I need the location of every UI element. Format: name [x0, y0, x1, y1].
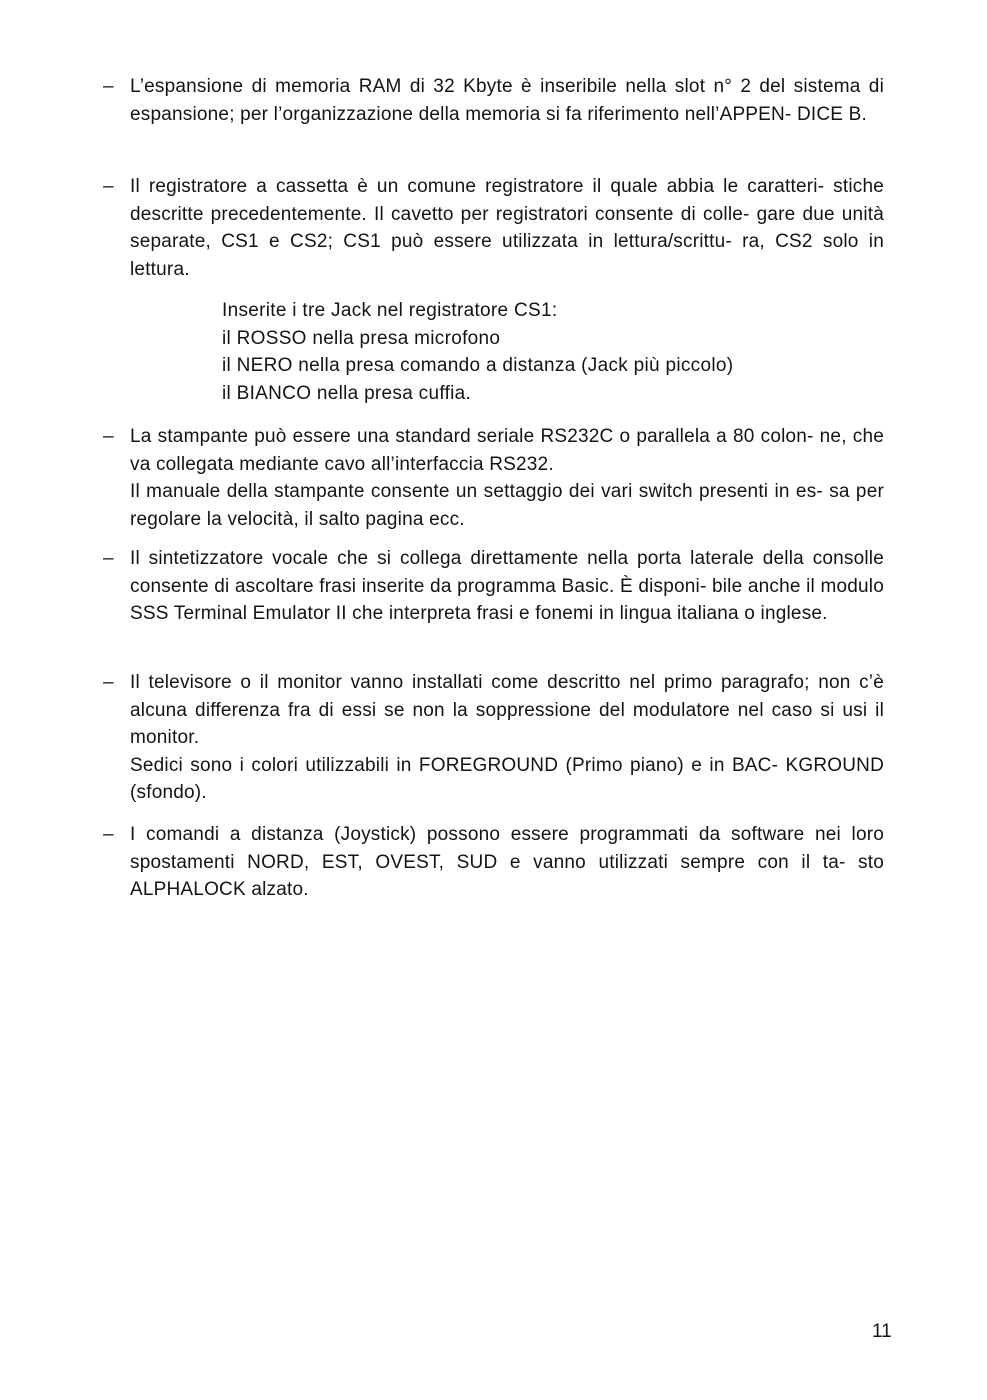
page-number: 11	[872, 1321, 892, 1342]
list-dash: –	[103, 76, 114, 97]
paragraph: Il televisore o il monitor vanno installati come descritto nel primo paragrafo; non c’è alcuna differenza fra di essi se non la soppressione del modulatore nel caso si usi il monitor.	[130, 672, 884, 748]
list-dash: –	[103, 548, 114, 569]
paragraph: La stampante può essere una standard seriale RS232C o parallela a 80 colon- ne, che va collegata mediante cavo all’interfaccia RS232.	[130, 426, 884, 475]
list-item-body	[130, 545, 884, 628]
list-item-cassette-recorder	[103, 173, 893, 283]
paragraph: L’espansione di memoria RAM di 32 Kbyte è inseribile nella slot n° 2 del sistema di espansione; per l’organizzazione della memoria si fa riferimento nell’APPEN- DICE B.	[130, 76, 884, 125]
list-item-body	[130, 821, 884, 904]
instruction-line: il BIANCO nella presa cuffia.	[222, 382, 472, 404]
list-item-body	[130, 173, 884, 283]
list-item-body	[130, 423, 884, 533]
list-dash: –	[103, 176, 114, 197]
paragraph: Il sintetizzatore vocale che si collega direttamente nella porta laterale della consolle consente di ascoltare frasi inserite da programma Basic. È disponi- bile anche il modulo SSS Terminal Emulator II che interpreta frasi e fonemi in lingua italiana o inglese.	[130, 548, 884, 624]
list-item-body	[130, 669, 884, 807]
list-item-body	[130, 73, 884, 128]
list-item-printer	[103, 423, 893, 533]
instruction-line: il ROSSO nella presa microfono	[222, 327, 501, 349]
paragraph: Il registratore a cassetta è un comune registratore il quale abbia le caratteri- stiche descritte precedentemente. Il cavetto per registratori consente di colle- gare due unità separate, CS1 e CS2; CS1 può essere utilizzata in lettura/scrittu- ra, CS2 solo in lettura.	[130, 176, 884, 280]
list-dash: –	[103, 426, 114, 447]
list-item-speech-synthesizer	[103, 545, 893, 628]
instruction-line: il NERO nella presa comando a distanza (Jack più piccolo)	[222, 355, 734, 376]
list-item-television-monitor	[103, 669, 893, 807]
paragraph: I comandi a distanza (Joystick) possono essere programmati da software nei loro spostamenti NORD, EST, OVEST, SUD e vanno utilizzati sempre con il ta- sto ALPHALOCK alzato.	[130, 824, 884, 900]
list-dash: –	[103, 824, 114, 845]
list-item-ram-expansion	[103, 73, 893, 128]
list-item-joystick	[103, 821, 893, 904]
instruction-line: Inserite i tre Jack nel registratore CS1:	[222, 300, 558, 321]
paragraph: Il manuale della stampante consente un settaggio dei vari switch presenti in es- sa per regolare la velocità, il salto pagina ecc.	[130, 481, 884, 530]
jack-instructions	[222, 297, 862, 407]
paragraph: Sedici sono i colori utilizzabili in FOREGROUND (Primo piano) e in BAC- KGROUND (sfondo).	[130, 754, 884, 803]
list-dash: –	[103, 672, 114, 693]
